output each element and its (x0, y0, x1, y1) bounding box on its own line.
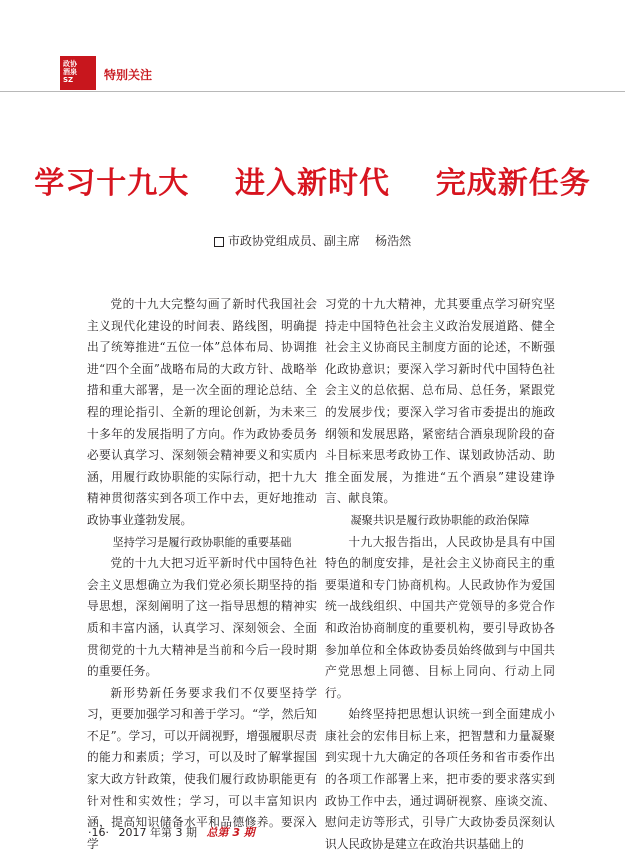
section-subheading: 凝聚共识是履行政协职能的政治保障 (350, 513, 530, 527)
page-header (0, 52, 625, 92)
text-column-right (325, 294, 555, 855)
paragraph: 十九大报告指出，人民政协是具有中国特色的制度安排，是社会主义协商民主的重要渠道和专门协商机构。人民政协作为爱国统一战线组织、中国共产党领导的多党合作和政治协商制度的重要机构，要引导政协各参加单位和全体政协委员始终做到与中国共产党思想上同德、目标上同向、行动上同行。 (325, 534, 555, 700)
section-label: 特别关注 (104, 68, 153, 82)
paragraph: 习党的十九大精神，尤其要重点学习研究坚持走中国特色社会主义政治发展道路、健全社会主义协商民主制度方面的论述，不断强化政协意识；要深入学习新时代中国特色社会主义的总依据、总布局、总任务，紧跟党的发展步伐；要深入学习省市委提出的施政纲领和发展思路，紧密结合酒泉现阶段的奋斗目标来思考政协工作、谋划政协活动、助推全面发展，为推进“五个酒泉”建设建诤言、献良策。 (325, 297, 555, 506)
header-divider (0, 91, 625, 92)
logo-text-3: SZ (63, 76, 74, 84)
issue-label: 2017 年第 3 期 (118, 826, 197, 839)
page-footer (88, 824, 255, 840)
paragraph: 新形势新任务要求我们不仅要坚持学习，更要加强学习和善于学习。“学，然后知不足”。学习，可以开阔视野，增强履职尽责的能力和素质；学习，可以及时了解掌握国家大政方针政策，使我们履行政协职能更有针对性和实效性；学习，可以丰富知识内涵，提高知识储备水平和品德修养。要深入学 (87, 685, 317, 851)
byline-text: 市政协党组成员、副主席 杨浩然 (227, 234, 412, 248)
page-number: ·16· (88, 826, 109, 839)
paragraph: 党的十九大完整勾画了新时代我国社会主义现代化建设的时间表、路线图，明确提出了统筹推进“五位一体”总体布局、协调推进“四个全面”战略布局的大政方针、战略举措和重大部署，是一次全面的理论总结、全程的理论指引、全新的理论创新，为未来三十多年的发展指明了方向。作为政协委员务必要认真学习、深刻领会精神要义和实质内涵，用履行政协职能的实际行动，把十九大精神贯彻落实到各项工作中去，更好地推动政协事业蓬勃发展。 (87, 297, 317, 527)
magazine-logo (60, 56, 96, 90)
article-byline (0, 232, 625, 249)
section-subheading: 坚持学习是履行政协职能的重要基础 (112, 535, 292, 549)
article-title: 学习十九大 进入新时代 完成新任务 (34, 166, 591, 201)
byline-box-icon (214, 237, 224, 247)
paragraph: 始终坚持把思想认识统一到全面建成小康社会的宏伟目标上来，把智慧和力量凝聚到实现十九大确定的各项任务和省市委作出的各项工作部署上来，把市委的要求落实到政协工作中去，通过调研视察、座谈交流、慰问走访等形式，引导广大政协委员深刻认识人民政协是建立在政治共识基础上的 (325, 707, 555, 851)
issue-alt-label: 总第 3 期 (206, 826, 255, 839)
logo-text-2: 酒泉 (63, 68, 77, 76)
text-column-left (87, 294, 317, 855)
logo-text-1: 政协 (63, 60, 77, 68)
paragraph: 党的十九大把习近平新时代中国特色社会主义思想确立为我们党必须长期坚持的指导思想，深刻阐明了这一指导思想的精神实质和丰富内涵，认真学习、深刻领会、全面贯彻党的十九大精神是当前和今后一段时期的重要任务。 (87, 556, 317, 679)
